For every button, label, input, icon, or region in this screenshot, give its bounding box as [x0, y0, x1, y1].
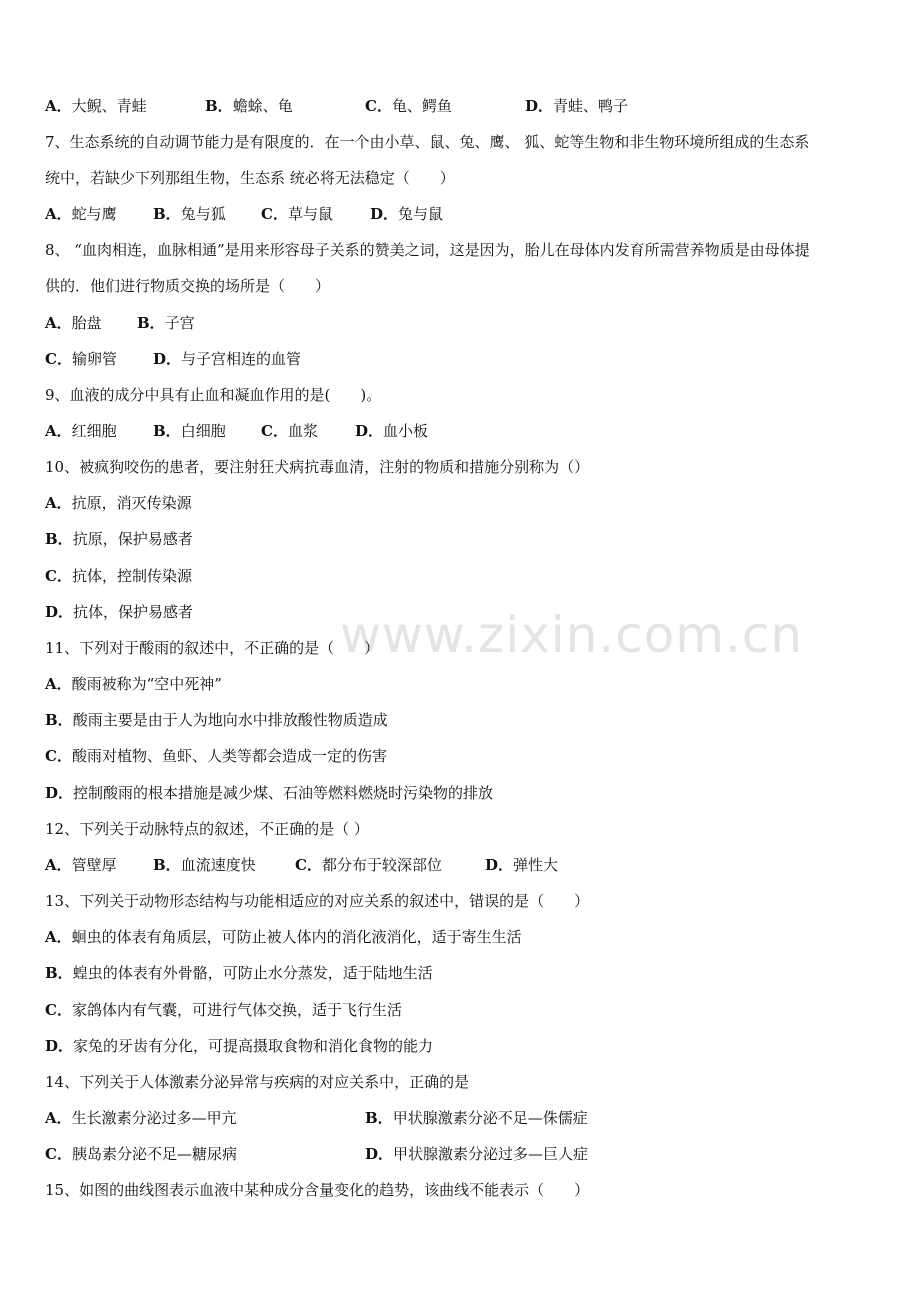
- q11-option-b: B．酸雨主要是由于人为地向水中排放酸性物质造成: [45, 711, 388, 729]
- option-b: B．兔与狐: [153, 205, 226, 223]
- question-15: 15、如图的曲线图表示血液中某种成分含量变化的趋势，该曲线不能表示（ ）: [45, 1181, 590, 1199]
- option-b: B．甲状腺激素分泌不足—侏儒症: [365, 1109, 588, 1127]
- option-c: C．都分布于较深部位: [295, 856, 442, 874]
- q10-option-d: D．抗体，保护易感者: [45, 603, 194, 621]
- q11-option-c: C．酸雨对植物、鱼虾、人类等都会造成一定的伤害: [45, 747, 387, 765]
- option-a: A．蛇与鹰: [45, 205, 117, 223]
- question-8-line1: 8、 “血肉相连，血脉相通”是用来形容母子关系的赞美之词，这是因为，胎儿在母体内发育所需营养物质是由母体提: [45, 241, 810, 259]
- option-a: A．胎盘: [45, 314, 102, 332]
- option-b: B．蟾蜍、龟: [205, 97, 293, 115]
- question-13: 13、下列关于动物形态结构与功能相适应的对应关系的叙述中，错误的是（ ）: [45, 892, 590, 910]
- q13-option-a: A．蛔虫的体表有角质层，可防止被人体内的消化液消化，适于寄生生活: [45, 928, 522, 946]
- option-d: D．甲状腺激素分泌过多—巨人症: [365, 1145, 589, 1163]
- q13-option-b: B．蝗虫的体表有外骨骼，可防止水分蒸发，适于陆地生活: [45, 964, 433, 982]
- question-9: 9、血液的成分中具有止血和凝血作用的是( )。: [45, 386, 382, 404]
- option-c: C．血浆: [261, 422, 318, 440]
- q10-option-b: B．抗原，保护易感者: [45, 530, 193, 548]
- option-d: D．弹性大: [485, 856, 559, 874]
- q10-option-a: A．抗原，消灭传染源: [45, 494, 192, 512]
- option-c: C．输卵管: [45, 350, 117, 368]
- q13-option-d: D．家兔的牙齿有分化，可提高摄取食物和消化食物的能力: [45, 1037, 434, 1055]
- option-d: D．青蛙、鸭子: [525, 97, 629, 115]
- question-11: 11、下列对于酸雨的叙述中，不正确的是（ ）: [45, 639, 380, 657]
- watermark: www.zixin.com.cn: [340, 606, 804, 664]
- question-10: 10、被疯狗咬伤的患者，要注射狂犬病抗毒血清，注射的物质和措施分别称为（）: [45, 458, 590, 476]
- option-a: A．大鲵、青蛙: [45, 97, 147, 115]
- option-d: D．兔与鼠: [370, 205, 444, 223]
- option-a: A．生长激素分泌过多—甲亢: [45, 1109, 237, 1127]
- option-d: D．血小板: [355, 422, 429, 440]
- question-7-line1: 7、生态系统的自动调节能力是有限度的．在一个由小草、鼠、兔、鹰、 狐、蛇等生物和非生物环境所组成的生态系: [45, 133, 810, 151]
- q13-option-c: C．家鸽体内有气囊，可进行气体交换，适于飞行生活: [45, 1001, 402, 1019]
- option-c: C．胰岛素分泌不足—糖尿病: [45, 1145, 237, 1163]
- option-c: C．龟、鳄鱼: [365, 97, 452, 115]
- option-d: D．与子宫相连的血管: [153, 350, 302, 368]
- option-b: B．白细胞: [153, 422, 226, 440]
- q11-option-d: D．控制酸雨的根本措施是减少煤、石油等燃料燃烧时污染物的排放: [45, 784, 494, 802]
- question-12: 12、下列关于动脉特点的叙述，不正确的是（ ）: [45, 820, 369, 838]
- option-b: B．血流速度快: [153, 856, 256, 874]
- option-a: A．管壁厚: [45, 856, 117, 874]
- option-b: B．子宫: [137, 314, 195, 332]
- question-14: 14、下列关于人体激素分泌异常与疾病的对应关系中，正确的是: [45, 1073, 470, 1091]
- question-8-line2: 供的．他们进行物质交换的场所是（ ）: [45, 277, 331, 295]
- q10-option-c: C．抗体，控制传染源: [45, 567, 192, 585]
- option-a: A．红细胞: [45, 422, 117, 440]
- q11-option-a: A．酸雨被称为“空中死神”: [45, 675, 222, 693]
- question-7-line2: 统中，若缺少下列那组生物，生态系 统必将无法稳定（ ）: [45, 169, 455, 187]
- option-c: C．草与鼠: [261, 205, 333, 223]
